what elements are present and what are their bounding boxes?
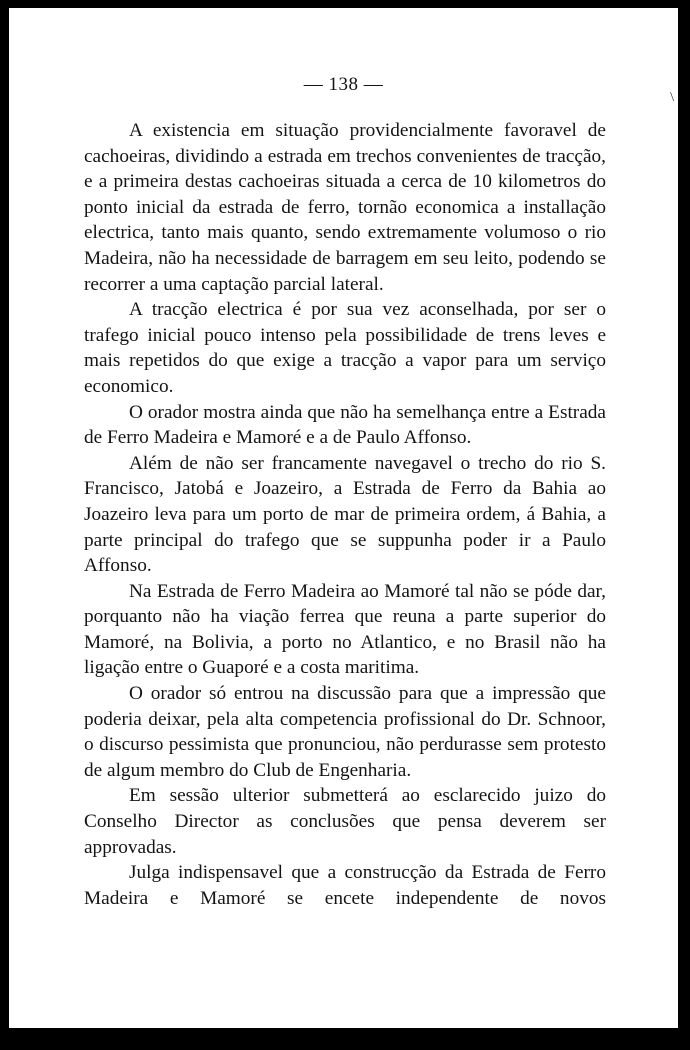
document-page [9, 8, 678, 1028]
paragraph-5: Na Estrada de Ferro Madeira ao Mamoré tal não se póde dar, porquanto não ha viação ferrea que reuna a parte superior do Mamoré, na Bolivia, a porto no Atlantico, e no Brasil não ha ligação entre o Guaporé e a costa maritima. [84, 580, 606, 679]
paragraph-8: Julga indispensavel que a construcção da Estrada de Ferro Madeira e Mamoré se encete independente de novos [84, 862, 606, 909]
paragraph-3: O orador mostra ainda que não ha semelhança entre a Estrada de Ferro Madeira e Mamoré e a de Paulo Affonso. [84, 401, 606, 449]
paragraph-2: A tracção electrica é por sua vez aconselhada, por ser o trafego inicial pouco intenso pela possibilidade de trens leves e mais repetidos do que exige a tracção a vapor para um serviço economico. [84, 299, 606, 397]
paragraph-1: A existencia em situação providencialmente favoravel de cachoeiras, dividindo a estrada em trechos convenientes de tracção, e a primeira destas cachoeiras situada a cerca de 10 kilometros do ponto inicial da estrada de ferro, tornão economica a installação electrica, tanto mais quanto, sendo extremamente volumoso o rio Madeira, não ha necessidade de barragem em seu leito, podendo se recorrer a uma captação parcial lateral. [84, 120, 606, 295]
page-number: — 138 — [303, 74, 384, 95]
paragraph-6: O orador só entrou na discussão para que a impressão que poderia deixar, pela alta competencia profissional do Dr. Schnoor, o discurso pessimista que pronunciou, não perdurasse sem protesto de algum membro do Club de Engenharia. [84, 683, 606, 781]
paragraph-4: Além de não ser francamente navegavel o trecho do rio S. Francisco, Jatobá e Joazeiro, a Estrada de Ferro da Bahia ao Joazeiro leva para um porto de mar de primeira ordem, á Bahia, a parte principal do trafego que se suppunha poder ir a Paulo Affonso. [84, 452, 606, 577]
edge-mark: \ [670, 90, 674, 105]
body-text [84, 118, 606, 911]
paragraph-7: Em sessão ulterior submetterá ao esclarecido juizo do Conselho Director as conclusões que pensa deverem ser approvadas. [84, 785, 606, 858]
